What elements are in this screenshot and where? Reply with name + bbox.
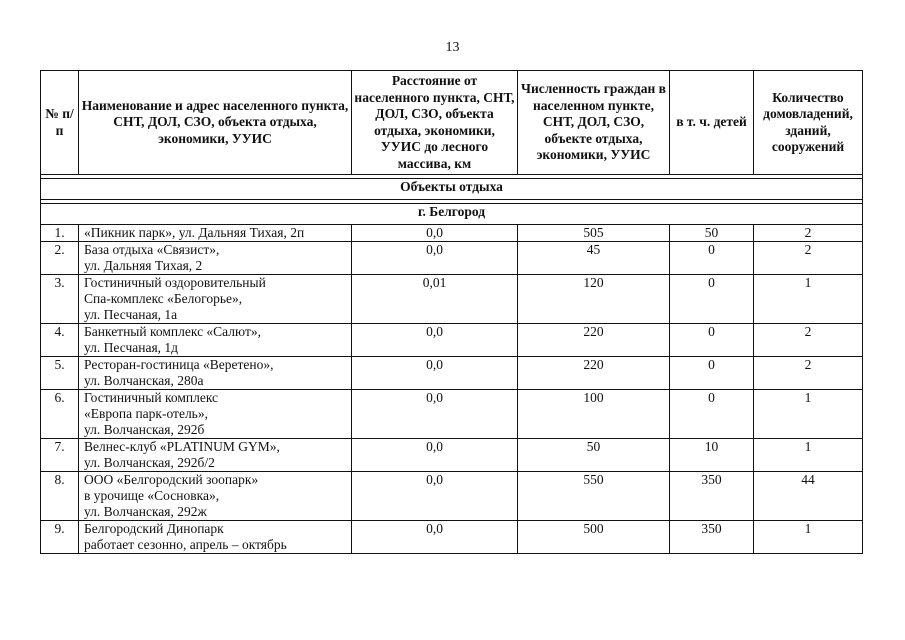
cell-number: 8. [41, 472, 79, 521]
cell-number: 7. [41, 439, 79, 472]
cell-distance: 0,0 [352, 439, 518, 472]
table-row [41, 521, 863, 554]
cell-distance: 0,0 [352, 390, 518, 439]
cell-number: 3. [41, 275, 79, 324]
page-number: 13 [445, 40, 460, 55]
cell-buildings: 2 [754, 324, 863, 357]
cell-children: 0 [670, 242, 754, 275]
header-children: в т. ч. детей [670, 71, 754, 175]
cell-name: ООО «Белгородский зоопарк» в урочище «Сосновка», ул. Волчанская, 292ж [79, 472, 352, 521]
cell-population: 45 [518, 242, 670, 275]
cell-children: 0 [670, 275, 754, 324]
table-row [41, 472, 863, 521]
cell-children: 0 [670, 357, 754, 390]
data-table [40, 70, 863, 554]
cell-children: 10 [670, 439, 754, 472]
cell-buildings: 1 [754, 390, 863, 439]
cell-distance: 0,0 [352, 225, 518, 242]
cell-buildings: 1 [754, 439, 863, 472]
subsection-title: г. Белгород [41, 204, 863, 225]
table-row [41, 439, 863, 472]
cell-children: 350 [670, 472, 754, 521]
cell-name: Банкетный комплекс «Салют», ул. Песчаная, 1д [79, 324, 352, 357]
subsection-row [41, 204, 863, 225]
cell-population: 505 [518, 225, 670, 242]
cell-buildings: 1 [754, 275, 863, 324]
header-distance: Расстояние от населенного пункта, СНТ, ДОЛ, СЗО, объекта отдыха, экономики, УУИС до лесного массива, км [352, 71, 518, 175]
cell-name: Велнес-клуб «PLATINUM GYM», ул. Волчанская, 292б/2 [79, 439, 352, 472]
header-number: № п/п [41, 71, 79, 175]
cell-name: «Пикник парк», ул. Дальняя Тихая, 2п [79, 225, 352, 242]
cell-buildings: 44 [754, 472, 863, 521]
table-row [41, 225, 863, 242]
cell-number: 2. [41, 242, 79, 275]
section-title: Объекты отдыха [41, 179, 863, 200]
cell-name: Гостиничный оздоровительный Спа-комплекс «Белогорье», ул. Песчаная, 1а [79, 275, 352, 324]
table-row [41, 357, 863, 390]
header-buildings: Количество домовладений, зданий, сооружений [754, 71, 863, 175]
cell-population: 120 [518, 275, 670, 324]
cell-distance: 0,0 [352, 357, 518, 390]
table-row [41, 275, 863, 324]
section-row [41, 179, 863, 200]
cell-population: 550 [518, 472, 670, 521]
cell-buildings: 2 [754, 242, 863, 275]
cell-population: 220 [518, 357, 670, 390]
cell-distance: 0,0 [352, 521, 518, 554]
cell-name: Ресторан-гостиница «Веретено», ул. Волчанская, 280а [79, 357, 352, 390]
cell-children: 50 [670, 225, 754, 242]
table-row [41, 324, 863, 357]
cell-distance: 0,0 [352, 324, 518, 357]
header-population: Численность граждан в населенном пункте, СНТ, ДОЛ, СЗО, объекте отдыха, экономики, УУИС [518, 71, 670, 175]
cell-name: База отдыха «Связист», ул. Дальняя Тихая, 2 [79, 242, 352, 275]
cell-population: 220 [518, 324, 670, 357]
cell-number: 5. [41, 357, 79, 390]
cell-children: 0 [670, 324, 754, 357]
cell-distance: 0,0 [352, 472, 518, 521]
cell-distance: 0,01 [352, 275, 518, 324]
cell-children: 0 [670, 390, 754, 439]
table-header-row [41, 71, 863, 175]
cell-population: 100 [518, 390, 670, 439]
table-row [41, 242, 863, 275]
cell-number: 1. [41, 225, 79, 242]
cell-children: 350 [670, 521, 754, 554]
cell-population: 50 [518, 439, 670, 472]
cell-name: Гостиничный комплекс «Европа парк-отель», ул. Волчанская, 292б [79, 390, 352, 439]
cell-distance: 0,0 [352, 242, 518, 275]
cell-number: 6. [41, 390, 79, 439]
table-row [41, 390, 863, 439]
cell-buildings: 2 [754, 357, 863, 390]
header-name: Наименование и адрес населенного пункта, СНТ, ДОЛ, СЗО, объекта отдыха, экономики, УУИС [79, 71, 352, 175]
cell-name: Белгородский Динопарк работает сезонно, апрель – октябрь [79, 521, 352, 554]
cell-population: 500 [518, 521, 670, 554]
cell-number: 9. [41, 521, 79, 554]
cell-buildings: 1 [754, 521, 863, 554]
cell-buildings: 2 [754, 225, 863, 242]
cell-number: 4. [41, 324, 79, 357]
